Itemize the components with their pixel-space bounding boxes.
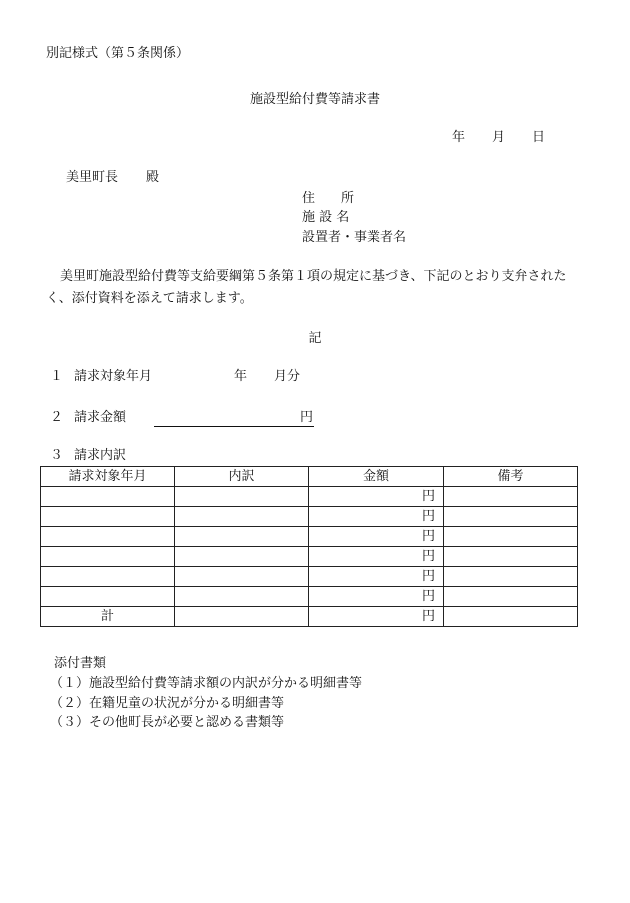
cell-detail	[175, 607, 309, 627]
cell-detail	[175, 507, 309, 527]
cell-note	[444, 607, 578, 627]
cell-detail	[175, 527, 309, 547]
table-row	[41, 487, 578, 507]
cell-month	[41, 527, 175, 547]
cell-month	[41, 547, 175, 567]
date-month: 月	[492, 130, 506, 145]
attachments-title: 添付書類	[54, 656, 107, 671]
item2-number: ２	[50, 410, 64, 425]
cell-month	[41, 567, 175, 587]
cell-amount: 円	[309, 587, 444, 607]
header-target-month: 請求対象年月	[41, 467, 175, 487]
cell-detail	[175, 487, 309, 507]
form-label: 別記様式（第５条関係）	[46, 46, 190, 61]
attachment-item: （２）在籍児童の状況が分かる明細書等	[50, 696, 285, 711]
body-text-line-1: 美里町施設型給付費等支給要綱第５条第１項の規定に基づき、下記のとおり支弁された	[60, 269, 567, 284]
applicant-address-label: 住 所	[302, 191, 355, 206]
item1-month: 月分	[274, 369, 301, 384]
cell-detail	[175, 567, 309, 587]
header-detail: 内訳	[175, 467, 309, 487]
cell-month	[41, 507, 175, 527]
cell-note	[444, 487, 578, 507]
table-row	[41, 527, 578, 547]
cell-amount: 円	[309, 567, 444, 587]
cell-note	[444, 507, 578, 527]
header-amount: 金額	[309, 467, 444, 487]
cell-note	[444, 527, 578, 547]
cell-total-label: 計	[41, 607, 175, 627]
date-day: 日	[532, 130, 546, 145]
cell-amount: 円	[309, 487, 444, 507]
attachment-item: （３）その他町長が必要と認める書類等	[50, 715, 285, 730]
item1-number: １	[50, 369, 64, 384]
item3-label: 請求内訳	[74, 448, 127, 463]
item1-label: 請求対象年月	[74, 369, 153, 384]
cell-note	[444, 547, 578, 567]
ki-heading: 記	[308, 331, 322, 346]
cell-month	[41, 587, 175, 607]
table-row	[41, 507, 578, 527]
cell-detail	[175, 547, 309, 567]
cell-amount: 円	[309, 527, 444, 547]
cell-amount: 円	[309, 547, 444, 567]
amount-underline	[154, 426, 314, 427]
item3-number: ３	[50, 448, 64, 463]
cell-detail	[175, 587, 309, 607]
table-row	[41, 547, 578, 567]
breakdown-table	[40, 466, 578, 627]
item2-label: 請求金額	[74, 410, 127, 425]
addressee-honorific: 殿	[146, 170, 160, 185]
table-total-row	[41, 607, 578, 627]
cell-month	[41, 487, 175, 507]
cell-total-amount: 円	[309, 607, 444, 627]
addressee-name: 美里町長	[66, 170, 119, 185]
applicant-operator-label: 設置者・事業者名	[302, 230, 407, 245]
table-row	[41, 567, 578, 587]
header-note: 備考	[444, 467, 578, 487]
cell-note	[444, 567, 578, 587]
table-row	[41, 587, 578, 607]
body-text-line-2: く、添付資料を添えて請求します。	[46, 291, 253, 306]
document-title: 施設型給付費等請求書	[249, 92, 380, 107]
table-header-row	[41, 467, 578, 487]
cell-amount: 円	[309, 507, 444, 527]
cell-note	[444, 587, 578, 607]
item1-year: 年	[234, 369, 248, 384]
applicant-facility-label: 施 設 名	[302, 210, 350, 225]
amount-unit: 円	[300, 410, 314, 425]
date-year: 年	[452, 130, 466, 145]
attachment-item: （１）施設型給付費等請求額の内訳が分かる明細書等	[50, 676, 363, 691]
